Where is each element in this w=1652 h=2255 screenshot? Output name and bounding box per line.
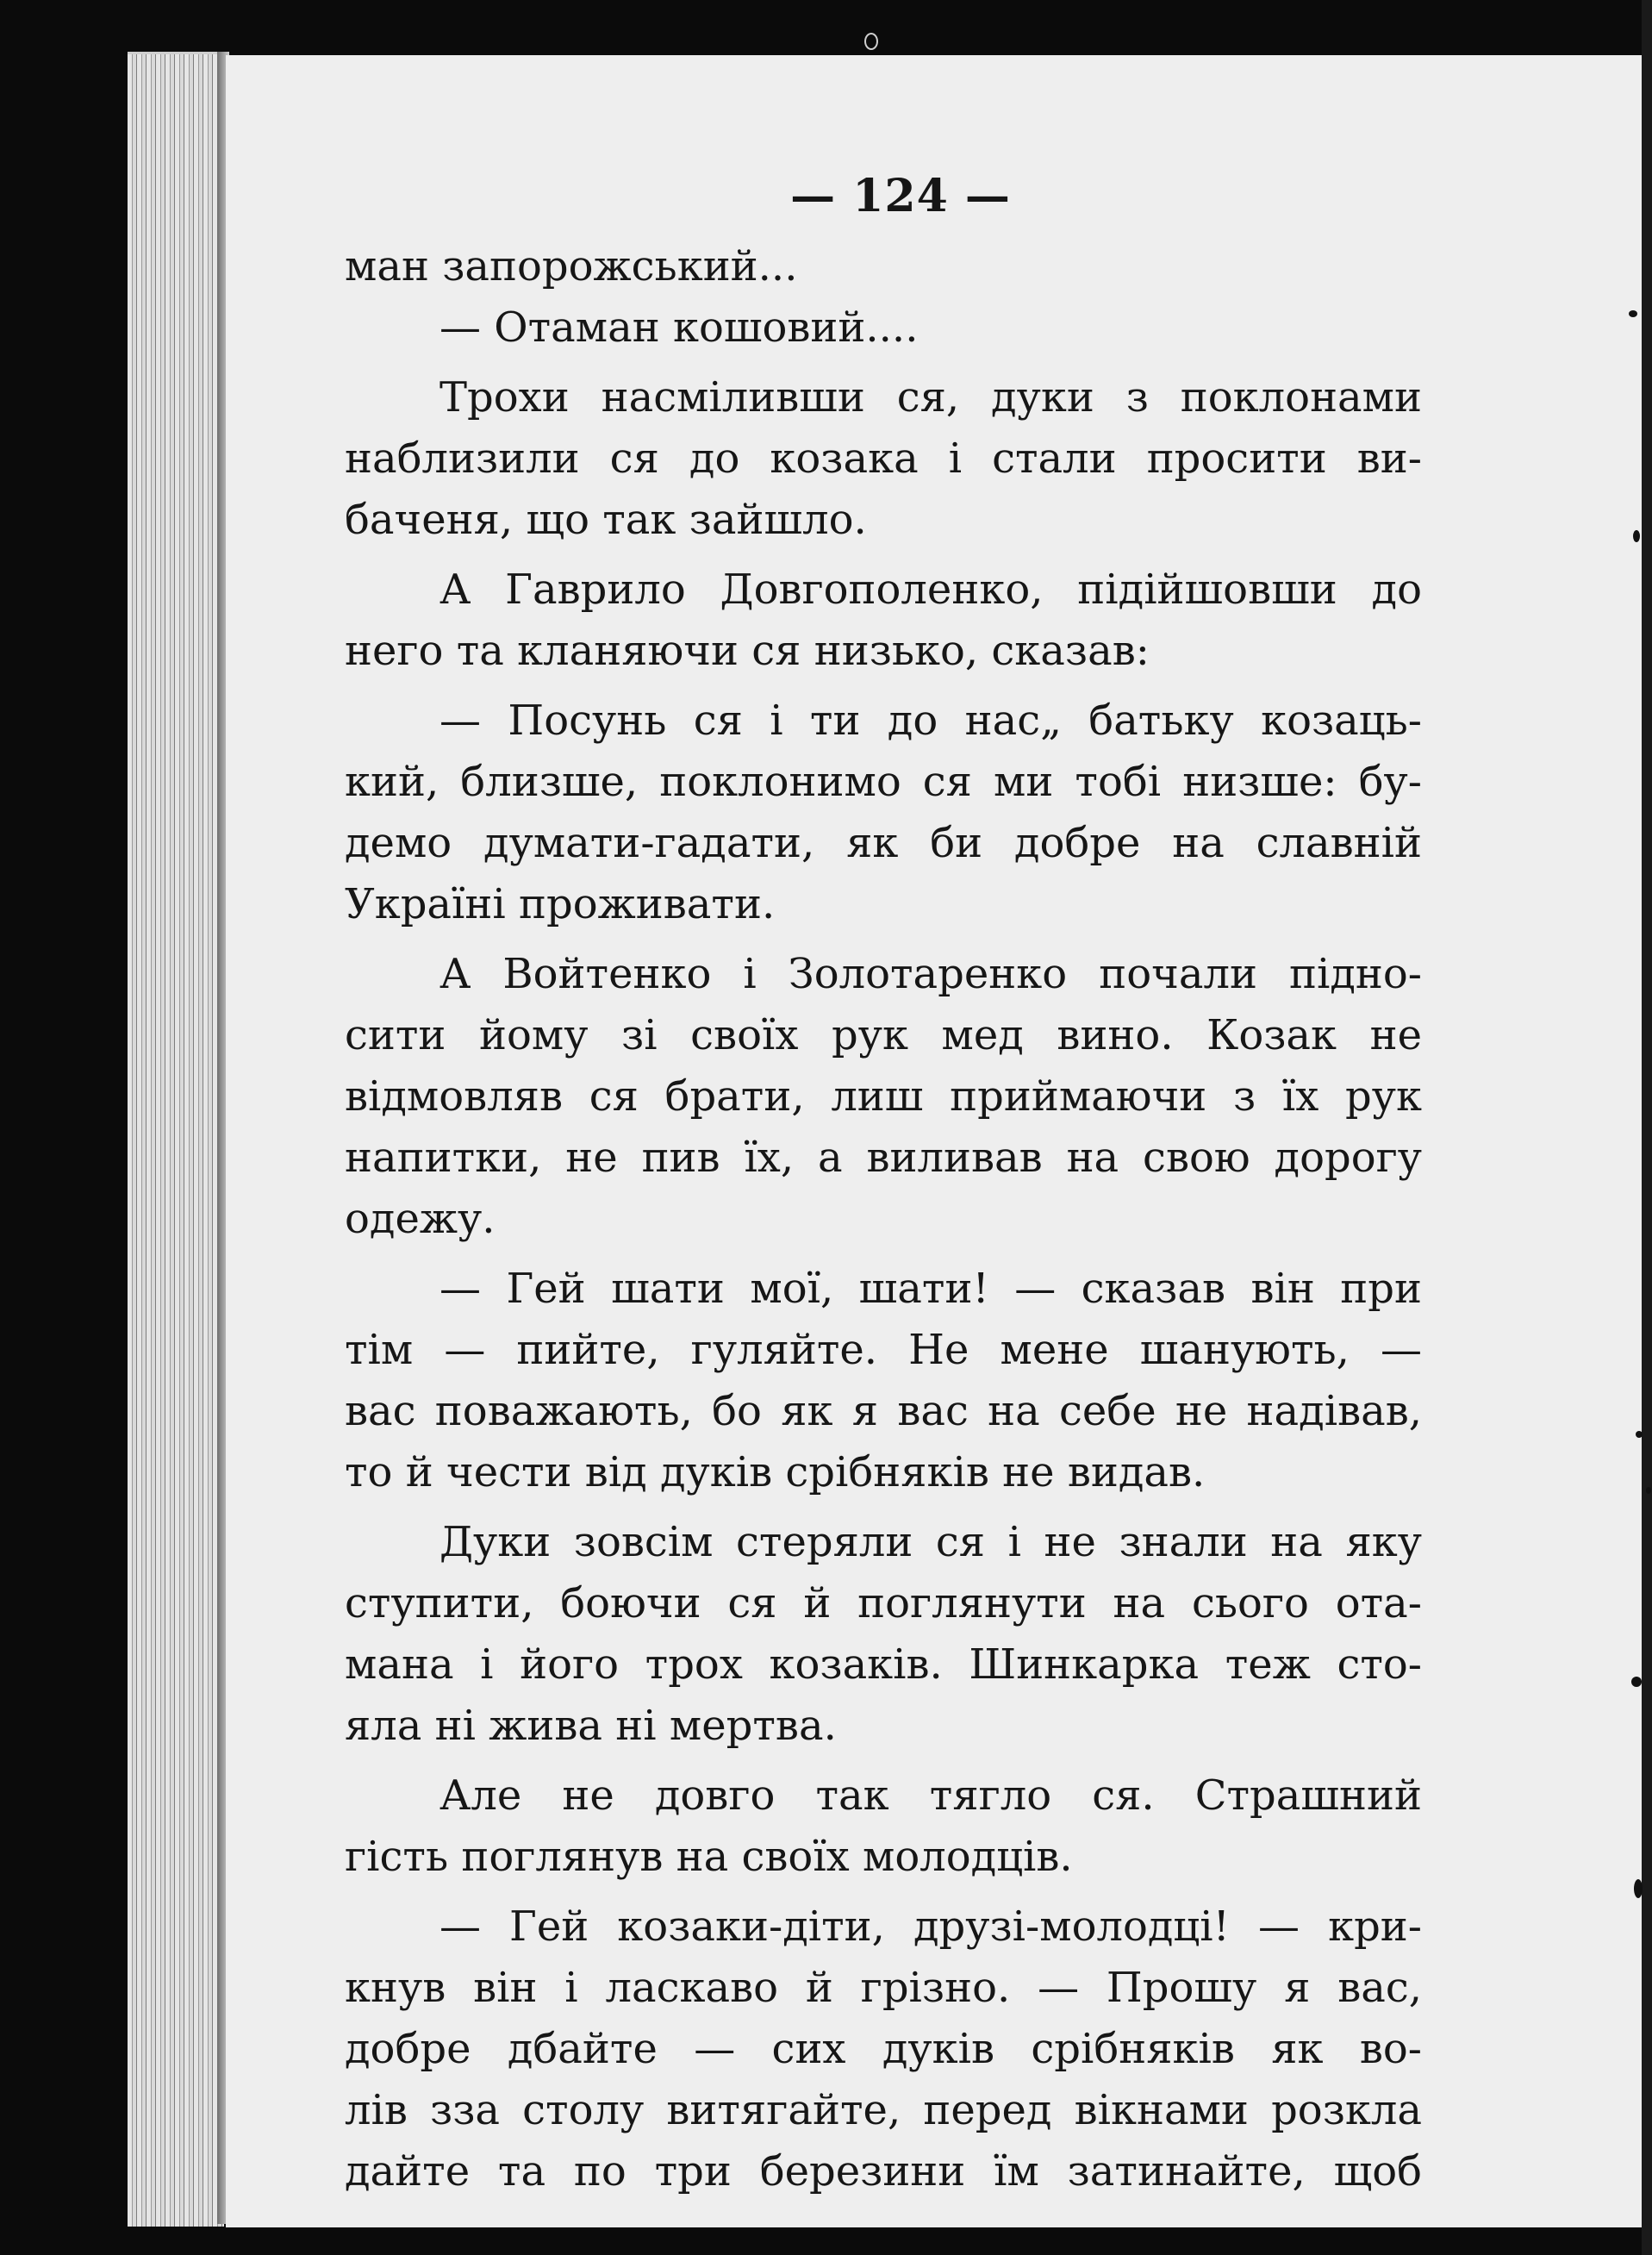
text-line: сити йому зі своїх рук мед вино. Козак не bbox=[345, 1011, 1422, 1059]
text-line: кий, близше, поклонимо ся ми тобі низше: бу- bbox=[345, 758, 1422, 806]
ink-speck bbox=[1646, 1487, 1651, 1494]
text-line: него та кланяючи ся низько, сказав: bbox=[345, 627, 1150, 675]
text-line: відмовляв ся брати, лиш приймаючи з їх рук bbox=[345, 1072, 1422, 1121]
text-line: — Посунь ся і ти до нас„ батьку козаць- bbox=[439, 696, 1422, 745]
text-line: мана і його трох козаків. Шинкарка теж сто- bbox=[345, 1640, 1422, 1689]
text-line: кнув він і ласкаво й грізно. — Прошу я вас, bbox=[345, 1964, 1422, 2012]
text-line: то й чести від дуків срібняків не видав. bbox=[345, 1448, 1206, 1496]
text-line: А Войтенко і Золотаренко почали підно- bbox=[439, 950, 1422, 998]
ink-speck bbox=[1629, 310, 1637, 317]
ink-speck bbox=[1633, 530, 1640, 542]
text-line: А Гаврило Довгополенко, підійшовши до bbox=[439, 565, 1422, 614]
scan-mark bbox=[864, 33, 878, 50]
text-line: вас поважають, бо як я вас на себе не надівав, bbox=[345, 1387, 1422, 1435]
ink-speck bbox=[1631, 1677, 1642, 1687]
text-line: лів зза столу витягайте, перед вікнами розкла bbox=[345, 2086, 1422, 2134]
text-line: баченя, що так зайшло. bbox=[345, 496, 867, 544]
text-line: Але не довго так тягло ся. Страшний bbox=[439, 1771, 1422, 1820]
text-line: демо думати-гадати, як би добре на славній bbox=[345, 819, 1422, 867]
text-line: Україні проживати. bbox=[345, 880, 776, 928]
page-number: — 124 — bbox=[790, 170, 1011, 222]
text-line: ступити, боючи ся й поглянути на сього ота- bbox=[345, 1579, 1422, 1627]
text-line: напитки, не пив їх, а виливав на свою дорогу bbox=[345, 1134, 1422, 1182]
text-line: яла ні жива ні мертва. bbox=[345, 1702, 837, 1750]
page-text bbox=[345, 162, 1422, 2202]
text-lines bbox=[345, 236, 1422, 2202]
page-edges bbox=[128, 52, 224, 2227]
text-line: дайте та по три березини їм затинайте, щоб bbox=[345, 2147, 1422, 2196]
text-line: одежу. bbox=[345, 1195, 496, 1243]
text-line: Дуки зовсім стеряли ся і не знали на яку bbox=[439, 1518, 1422, 1566]
ink-speck bbox=[1636, 1431, 1643, 1438]
text-line: гість поглянув на своїх молодців. bbox=[345, 1833, 1073, 1881]
text-line: наблизили ся до козака і стали просити ви- bbox=[345, 434, 1422, 483]
text-line: тім — пийте, гуляйте. Не мене шанують, — bbox=[345, 1326, 1422, 1374]
text-line: — Отаман кошовий.... bbox=[439, 303, 919, 352]
text-line: добре дбайте — сих дуків срібняків як во- bbox=[345, 2025, 1422, 2073]
right-edge-strip bbox=[1642, 0, 1652, 2255]
text-line: — Гей шати мої, шати! — сказав він при bbox=[439, 1265, 1422, 1313]
text-line: ман запорожський... bbox=[345, 242, 798, 290]
text-line: Трохи насміливши ся, дуки з поклонами bbox=[439, 373, 1422, 422]
text-line: — Гей козаки-діти, друзі-молодці! — кри- bbox=[439, 1902, 1422, 1951]
ink-speck bbox=[1634, 1879, 1643, 1898]
